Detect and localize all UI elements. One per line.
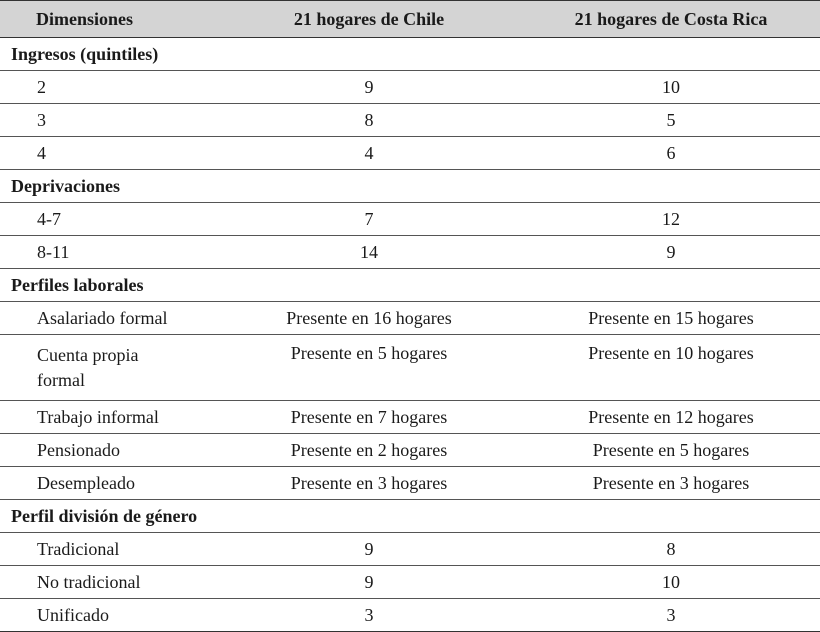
- row-label: [0, 335, 216, 401]
- costa-rica-value: 9: [522, 236, 820, 269]
- section-title-ingresos: Ingresos (quintiles): [0, 38, 820, 71]
- table-row: [0, 203, 820, 236]
- chile-value: Presente en 16 hogares: [216, 302, 522, 335]
- header-costa-rica: 21 hogares de Costa Rica: [522, 1, 820, 38]
- costa-rica-value: 8: [522, 533, 820, 566]
- header-dimensiones: Dimensiones: [0, 1, 216, 38]
- chile-value: 14: [216, 236, 522, 269]
- row-label: Tradicional: [0, 533, 216, 566]
- table-row: [0, 434, 820, 467]
- section-row-ingresos: [0, 38, 820, 71]
- table-row: [0, 566, 820, 599]
- costa-rica-value: 10: [522, 566, 820, 599]
- row-label: Asalariado formal: [0, 302, 216, 335]
- table-row: [0, 467, 820, 500]
- row-label: No tradicional: [0, 566, 216, 599]
- chile-value: Presente en 7 hogares: [216, 401, 522, 434]
- chile-value: Presente en 3 hogares: [216, 467, 522, 500]
- costa-rica-value: 10: [522, 71, 820, 104]
- row-label: 2: [0, 71, 216, 104]
- table-row: [0, 401, 820, 434]
- section-row-perfiles-laborales: [0, 269, 820, 302]
- section-row-perfil-genero: [0, 500, 820, 533]
- chile-value: 9: [216, 533, 522, 566]
- chile-value: Presente en 2 hogares: [216, 434, 522, 467]
- row-label: Pensionado: [0, 434, 216, 467]
- costa-rica-value: 3: [522, 599, 820, 632]
- table-row: [0, 137, 820, 170]
- table-row: [0, 104, 820, 137]
- chile-value: 9: [216, 566, 522, 599]
- chile-value: 4: [216, 137, 522, 170]
- row-label-line-2: formal: [37, 369, 85, 390]
- costa-rica-value: 5: [522, 104, 820, 137]
- header-row: [0, 1, 820, 38]
- row-label: 8-11: [0, 236, 216, 269]
- section-title-perfiles-laborales: Perfiles laborales: [0, 269, 820, 302]
- costa-rica-value: Presente en 12 hogares: [522, 401, 820, 434]
- section-title-perfil-genero: Perfil división de género: [0, 500, 820, 533]
- costa-rica-value: Presente en 15 hogares: [522, 302, 820, 335]
- row-label: 4: [0, 137, 216, 170]
- row-label: Desempleado: [0, 467, 216, 500]
- table-row: [0, 71, 820, 104]
- row-label: Trabajo informal: [0, 401, 216, 434]
- table-row: [0, 599, 820, 632]
- costa-rica-value: Presente en 5 hogares: [522, 434, 820, 467]
- chile-value: 7: [216, 203, 522, 236]
- costa-rica-value: Presente en 3 hogares: [522, 467, 820, 500]
- chile-value: 9: [216, 71, 522, 104]
- chile-value: 8: [216, 104, 522, 137]
- row-label: Unificado: [0, 599, 216, 632]
- table-row: [0, 302, 820, 335]
- chile-value: Presente en 5 hogares: [216, 335, 522, 401]
- row-label: 3: [0, 104, 216, 137]
- row-label: 4-7: [0, 203, 216, 236]
- section-title-deprivaciones: Deprivaciones: [0, 170, 820, 203]
- costa-rica-value: 6: [522, 137, 820, 170]
- section-row-deprivaciones: [0, 170, 820, 203]
- row-label-line-1: Cuenta propia: [37, 344, 139, 365]
- header-chile: 21 hogares de Chile: [216, 1, 522, 38]
- table-row: [0, 533, 820, 566]
- table-row: [0, 236, 820, 269]
- costa-rica-value: 12: [522, 203, 820, 236]
- costa-rica-value: Presente en 10 hogares: [522, 335, 820, 401]
- table-row: [0, 335, 820, 401]
- chile-value: 3: [216, 599, 522, 632]
